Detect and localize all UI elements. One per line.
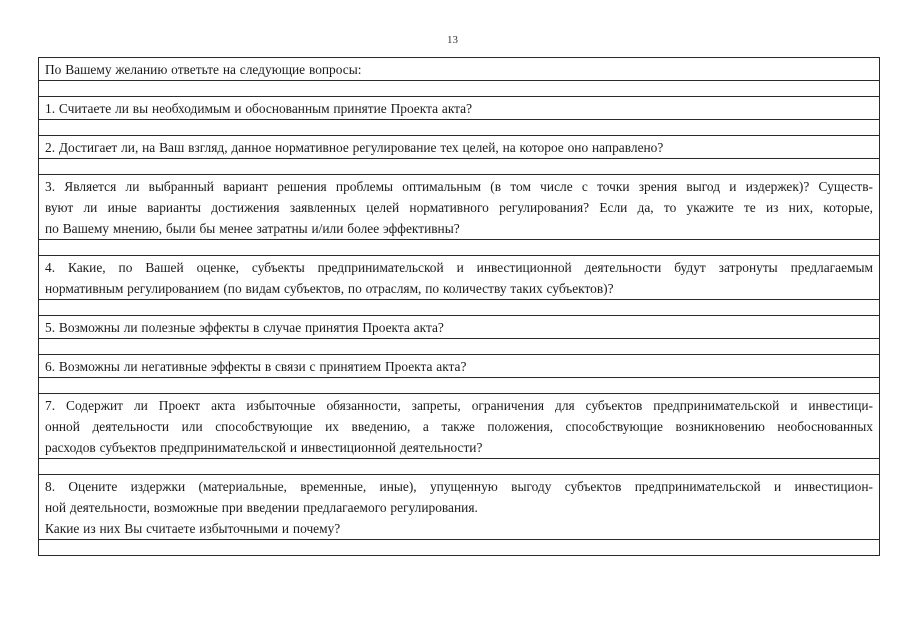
question-line: 6. Возможны ли негативные эффекты в связи с принятием Проекта акта? (45, 359, 467, 374)
answer-row[interactable] (39, 459, 880, 475)
answer-field[interactable] (39, 120, 880, 136)
question-line: 8. Оцените издержки (материальные, временные, иные), упущенную выгоду субъектов предпринимательской и инвестицион- (45, 479, 873, 494)
question-text (39, 475, 880, 540)
question-line: Какие из них Вы считаете избыточными и почему? (45, 521, 341, 536)
question-line: нормативным регулированием (по видам субъектов, по отраслям, по количеству таких субъектов)? (45, 281, 614, 296)
question-line: онной деятельности или способствующие их введению, а также положения, способствующие возникновению необоснованных (45, 419, 873, 434)
question-row-6 (39, 355, 880, 378)
question-line: 1. Считаете ли вы необходимым и обоснованным принятие Проекта акта? (45, 101, 473, 116)
question-line: 3. Является ли выбранный вариант решения проблемы оптимальным (в том числе с точки зрения выгод и издержек)? Существ- (45, 179, 873, 194)
answer-row[interactable] (39, 540, 880, 556)
answer-field[interactable] (39, 240, 880, 256)
answer-field[interactable] (39, 339, 880, 355)
question-text (39, 136, 880, 159)
answer-row[interactable] (39, 81, 880, 97)
intro-text (39, 58, 880, 81)
question-text (39, 316, 880, 339)
answer-row[interactable] (39, 300, 880, 316)
answer-field[interactable] (39, 300, 880, 316)
intro-row (39, 58, 880, 81)
answer-field[interactable] (39, 81, 880, 97)
answer-field[interactable] (39, 459, 880, 475)
question-row-7 (39, 394, 880, 459)
answer-field[interactable] (39, 378, 880, 394)
question-line: расходов субъектов предпринимательской и инвестиционной деятельности? (45, 440, 483, 455)
questionnaire-table (38, 57, 880, 556)
intro-line: По Вашему желанию ответьте на следующие вопросы: (45, 62, 362, 77)
question-row-1 (39, 97, 880, 120)
question-row-2 (39, 136, 880, 159)
question-row-8 (39, 475, 880, 540)
answer-row[interactable] (39, 378, 880, 394)
page-number: 13 (447, 34, 458, 46)
question-text (39, 394, 880, 459)
question-row-3 (39, 175, 880, 240)
question-text (39, 175, 880, 240)
question-line: 4. Какие, по Вашей оценке, субъекты предпринимательской и инвестиционной деятельности будут затронуты предлагаемым (45, 260, 873, 275)
question-line: 2. Достигает ли, на Ваш взгляд, данное нормативное регулирование тех целей, на которое оно направлено? (45, 140, 664, 155)
answer-field[interactable] (39, 540, 880, 556)
question-line: по Вашему мнению, были бы менее затратны и/или более эффективны? (45, 221, 460, 236)
question-text (39, 256, 880, 300)
answer-row[interactable] (39, 159, 880, 175)
question-text (39, 355, 880, 378)
question-line: 7. Содержит ли Проект акта избыточные обязанности, запреты, ограничения для субъектов предпринимательской и инвестици- (45, 398, 873, 413)
question-line: вуют ли иные варианты достижения заявленных целей нормативного регулирования? Если да, то укажите те из них, которые, (45, 200, 873, 215)
question-line: ной деятельности, возможные при введении предлагаемого регулирования. (45, 500, 478, 515)
question-text (39, 97, 880, 120)
answer-field[interactable] (39, 159, 880, 175)
question-line: 5. Возможны ли полезные эффекты в случае принятия Проекта акта? (45, 320, 444, 335)
answer-row[interactable] (39, 339, 880, 355)
question-row-4 (39, 256, 880, 300)
answer-row[interactable] (39, 240, 880, 256)
question-row-5 (39, 316, 880, 339)
answer-row[interactable] (39, 120, 880, 136)
